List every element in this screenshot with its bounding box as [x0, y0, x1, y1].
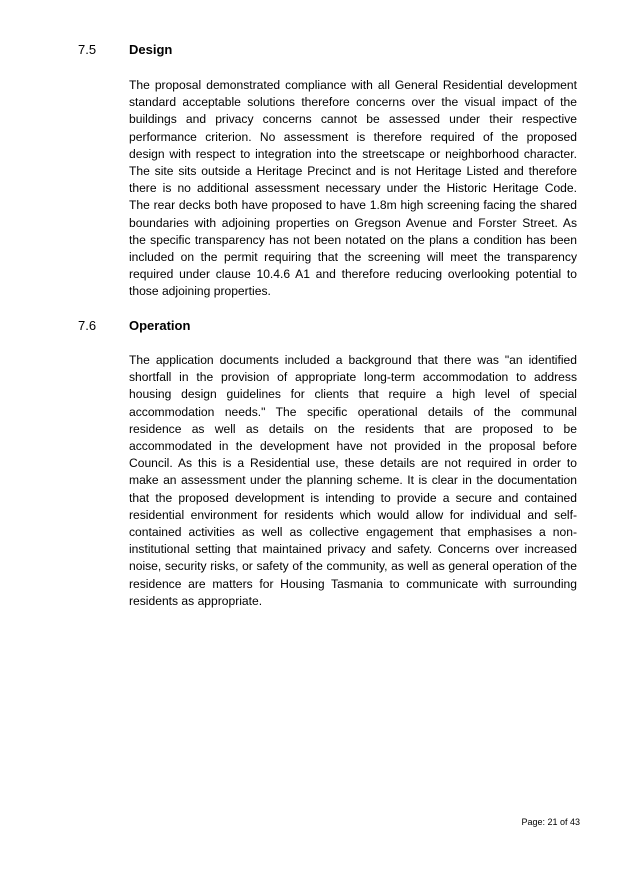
body-line: residential environment for residents which would allow for individual and self- [129, 507, 577, 522]
body-line: the specific transparency has not been notated on the plans a condition has been [129, 232, 577, 247]
body-line: design with respect to integration into the streetscape or neighborhood character. [129, 146, 577, 161]
body-line: The rear decks both have proposed to have 1.8m high screening facing the shared [129, 198, 577, 213]
body-line: boundaries with adjoining properties on Gregson Avenue and Forster Street. As [129, 215, 577, 230]
body-line: residents as appropriate. [129, 593, 263, 608]
body-line: required under clause 10.4.6 A1 and therefore reducing overlooking potential to [129, 267, 577, 282]
body-line: performance criterion. No assessment is therefore required of the proposed [129, 129, 577, 144]
body-line: noise, security risks, or safety of the community, as well as general operation of the [129, 559, 577, 574]
body-line: included on the permit requiring that the screening will meet the transparency [129, 250, 577, 265]
page-number: Page: 21 of 43 [521, 817, 580, 827]
section-number-7-6: 7.6 [78, 318, 97, 333]
section-number-7-5: 7.5 [78, 42, 97, 57]
body-line: buildings and privacy concerns cannot be assessed under their respective [129, 112, 577, 127]
body-line: residence as well as details on the residents that are proposed to be [129, 421, 577, 436]
section-body-operation [129, 352, 577, 610]
body-line: The application documents included a background that there was "an identified [129, 353, 577, 367]
body-line: institutional setting that maintained privacy and safety. Concerns over increased [129, 542, 577, 557]
body-line: that the proposed development is intending to provide a secure and contained [129, 490, 577, 505]
body-line: Council. As this is a Residential use, these details are not required in order to [129, 456, 577, 471]
body-line: those adjoining properties. [129, 284, 271, 299]
section-body-design [129, 77, 577, 301]
body-line: residence are matters for Housing Tasmania to communicate with surrounding [129, 576, 577, 591]
body-line: accommodation needs." The specific operational details of the communal [129, 404, 577, 419]
body-line: The site sits outside a Heritage Precinct and is not Heritage Listed and therefore [129, 164, 577, 179]
section-heading-operation: Operation [129, 318, 191, 333]
body-line: The proposal demonstrated compliance with all General Residential development [129, 78, 577, 92]
body-line: there is no additional assessment necessary under the Historic Heritage Code. [129, 181, 577, 196]
body-line: accommodated in the development have not provided in the proposal before [129, 439, 577, 454]
section-heading-design: Design [129, 42, 173, 57]
body-line: shortfall in the provision of appropriate long-term accommodation to address [129, 370, 577, 385]
body-line: standard acceptable solutions therefore concerns over the visual impact of the [129, 95, 577, 110]
body-line: housing design guidelines for clients that require a high level of special [129, 387, 577, 402]
body-line: contained activities as well as collective engagement that emphasises a non- [129, 525, 577, 540]
body-line: make an assessment under the planning scheme. It is clear in the documentation [129, 473, 577, 488]
